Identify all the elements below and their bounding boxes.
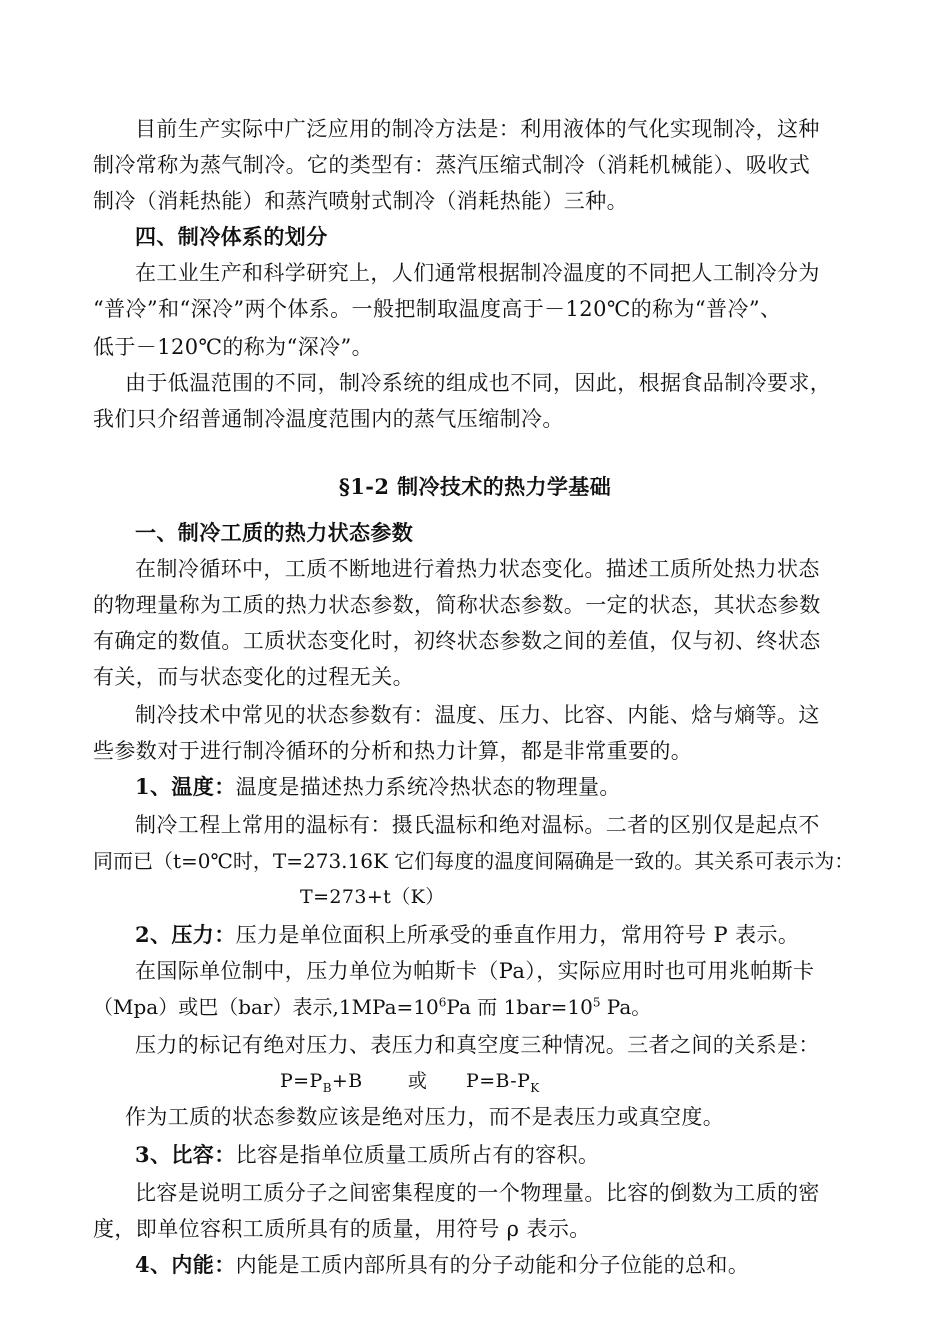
paragraph-line: 在制冷循环中，工质不断地进行着热力状态变化。描述工质所处热力状态 [135,557,820,581]
text-run: +B 或 P=B-P [331,1070,531,1092]
term-label: 4、内能： [135,1252,236,1277]
term-label: 2、压力： [135,922,236,947]
paragraph-line: 有确定的数值。工质状态变化时，初终状态参数之间的差值，仅与初、终状态 [93,629,821,653]
equation-pressure [280,1068,540,1094]
paragraph-line: 有关，而与状态变化的过程无关。 [93,665,414,689]
paragraph-line: 度，即单位容积工质所具有的质量，用符号 ρ 表示。 [93,1217,591,1241]
paragraph-line: 些参数对于进行制冷循环的分析和热力计算，都是非常重要的。 [93,739,693,763]
term-pressure [135,922,799,948]
paragraph-line: 目前生产实际中广泛应用的制冷方法是：利用液体的气化实现制冷，这种 [135,117,820,141]
equation-temperature: T=273+t（K） [300,886,445,908]
term-label: 1、温度： [135,774,236,799]
paragraph-line: 制冷技术中常见的状态参数有：温度、压力、比容、内能、焓与熵等。这 [135,703,820,727]
term-text: 内能是工质内部所具有的分子动能和分子位能的总和。 [235,1253,750,1277]
text-run: （Mpa）或巴（bar）表示,1MPa=10 [93,995,439,1019]
paragraph-line: 作为工质的状态参数应该是绝对压力，而不是表压力或真空度。 [125,1105,725,1129]
term-text: 压力是单位面积上所承受的垂直作用力，常用符号 P 表示。 [235,923,800,947]
paragraph-line: 制冷常称为蒸气制冷。它的类型有：蒸汽压缩式制冷（消耗机械能）、吸收式 [93,153,811,177]
paragraph-line: 制冷（消耗热能）和蒸汽喷射式制冷（消耗热能）三种。 [93,189,628,213]
paragraph-line: 压力的标记有绝对压力、表压力和真空度三种情况。三者之间的关系是： [135,1033,820,1057]
paragraph-line: “普冷”和“深冷”两个体系。一般把制取温度高于－120℃的称为“普冷”、 [93,297,782,321]
paragraph-line-with-exponents [93,994,651,1020]
term-internal-energy [135,1252,749,1278]
paragraph-line: 由于低温范围的不同，制冷系统的组成也不同，因此，根据食品制冷要求， [125,371,832,395]
paragraph-line: 的物理量称为工质的热力状态参数，简称状态参数。一定的状态，其状态参数 [93,593,821,617]
text-run: P=P [280,1070,323,1092]
term-temperature [135,774,621,800]
exponent: 6 [438,995,447,1010]
term-text: 温度是描述热力系统冷热状态的物理量。 [235,775,621,799]
text-run: Pa。 [600,995,652,1019]
heading-one: 一、制冷工质的热力状态参数 [135,520,414,545]
term-label: 3、比容： [135,1142,236,1167]
exponent: 5 [592,995,601,1010]
subscript: B [322,1080,332,1095]
term-text: 比容是指单位质量工质所占有的容积。 [235,1143,600,1167]
subscript: K [530,1080,540,1095]
paragraph-line: 比容是说明工质分子之间密集程度的一个物理量。比容的倒数为工质的密 [135,1181,820,1205]
paragraph-line: 同而已（t=0℃时，T=273.16K 它们每度的温度间隔确是一致的。其关系可表示为： [93,849,855,873]
paragraph-line: 制冷工程上常用的温标有：摄氏温标和绝对温标。二者的区别仅是起点不 [135,813,820,837]
term-specific-volume [135,1142,599,1168]
paragraph-line: 低于－120℃的称为“深冷”。 [93,335,374,359]
text-run: Pa 而 1bar=10 [446,995,593,1019]
paragraph-line: 我们只介绍普通制冷温度范围内的蒸气压缩制冷。 [93,407,564,431]
paragraph-line: 在国际单位制中，压力单位为帕斯卡（Pa），实际应用时也可用兆帕斯卡 [135,959,815,983]
paragraph-line: 在工业生产和科学研究上，人们通常根据制冷温度的不同把人工制冷分为 [135,261,820,285]
heading-four: 四、制冷体系的划分 [135,224,328,249]
section-title: §1-2 制冷技术的热力学基础 [338,474,612,499]
